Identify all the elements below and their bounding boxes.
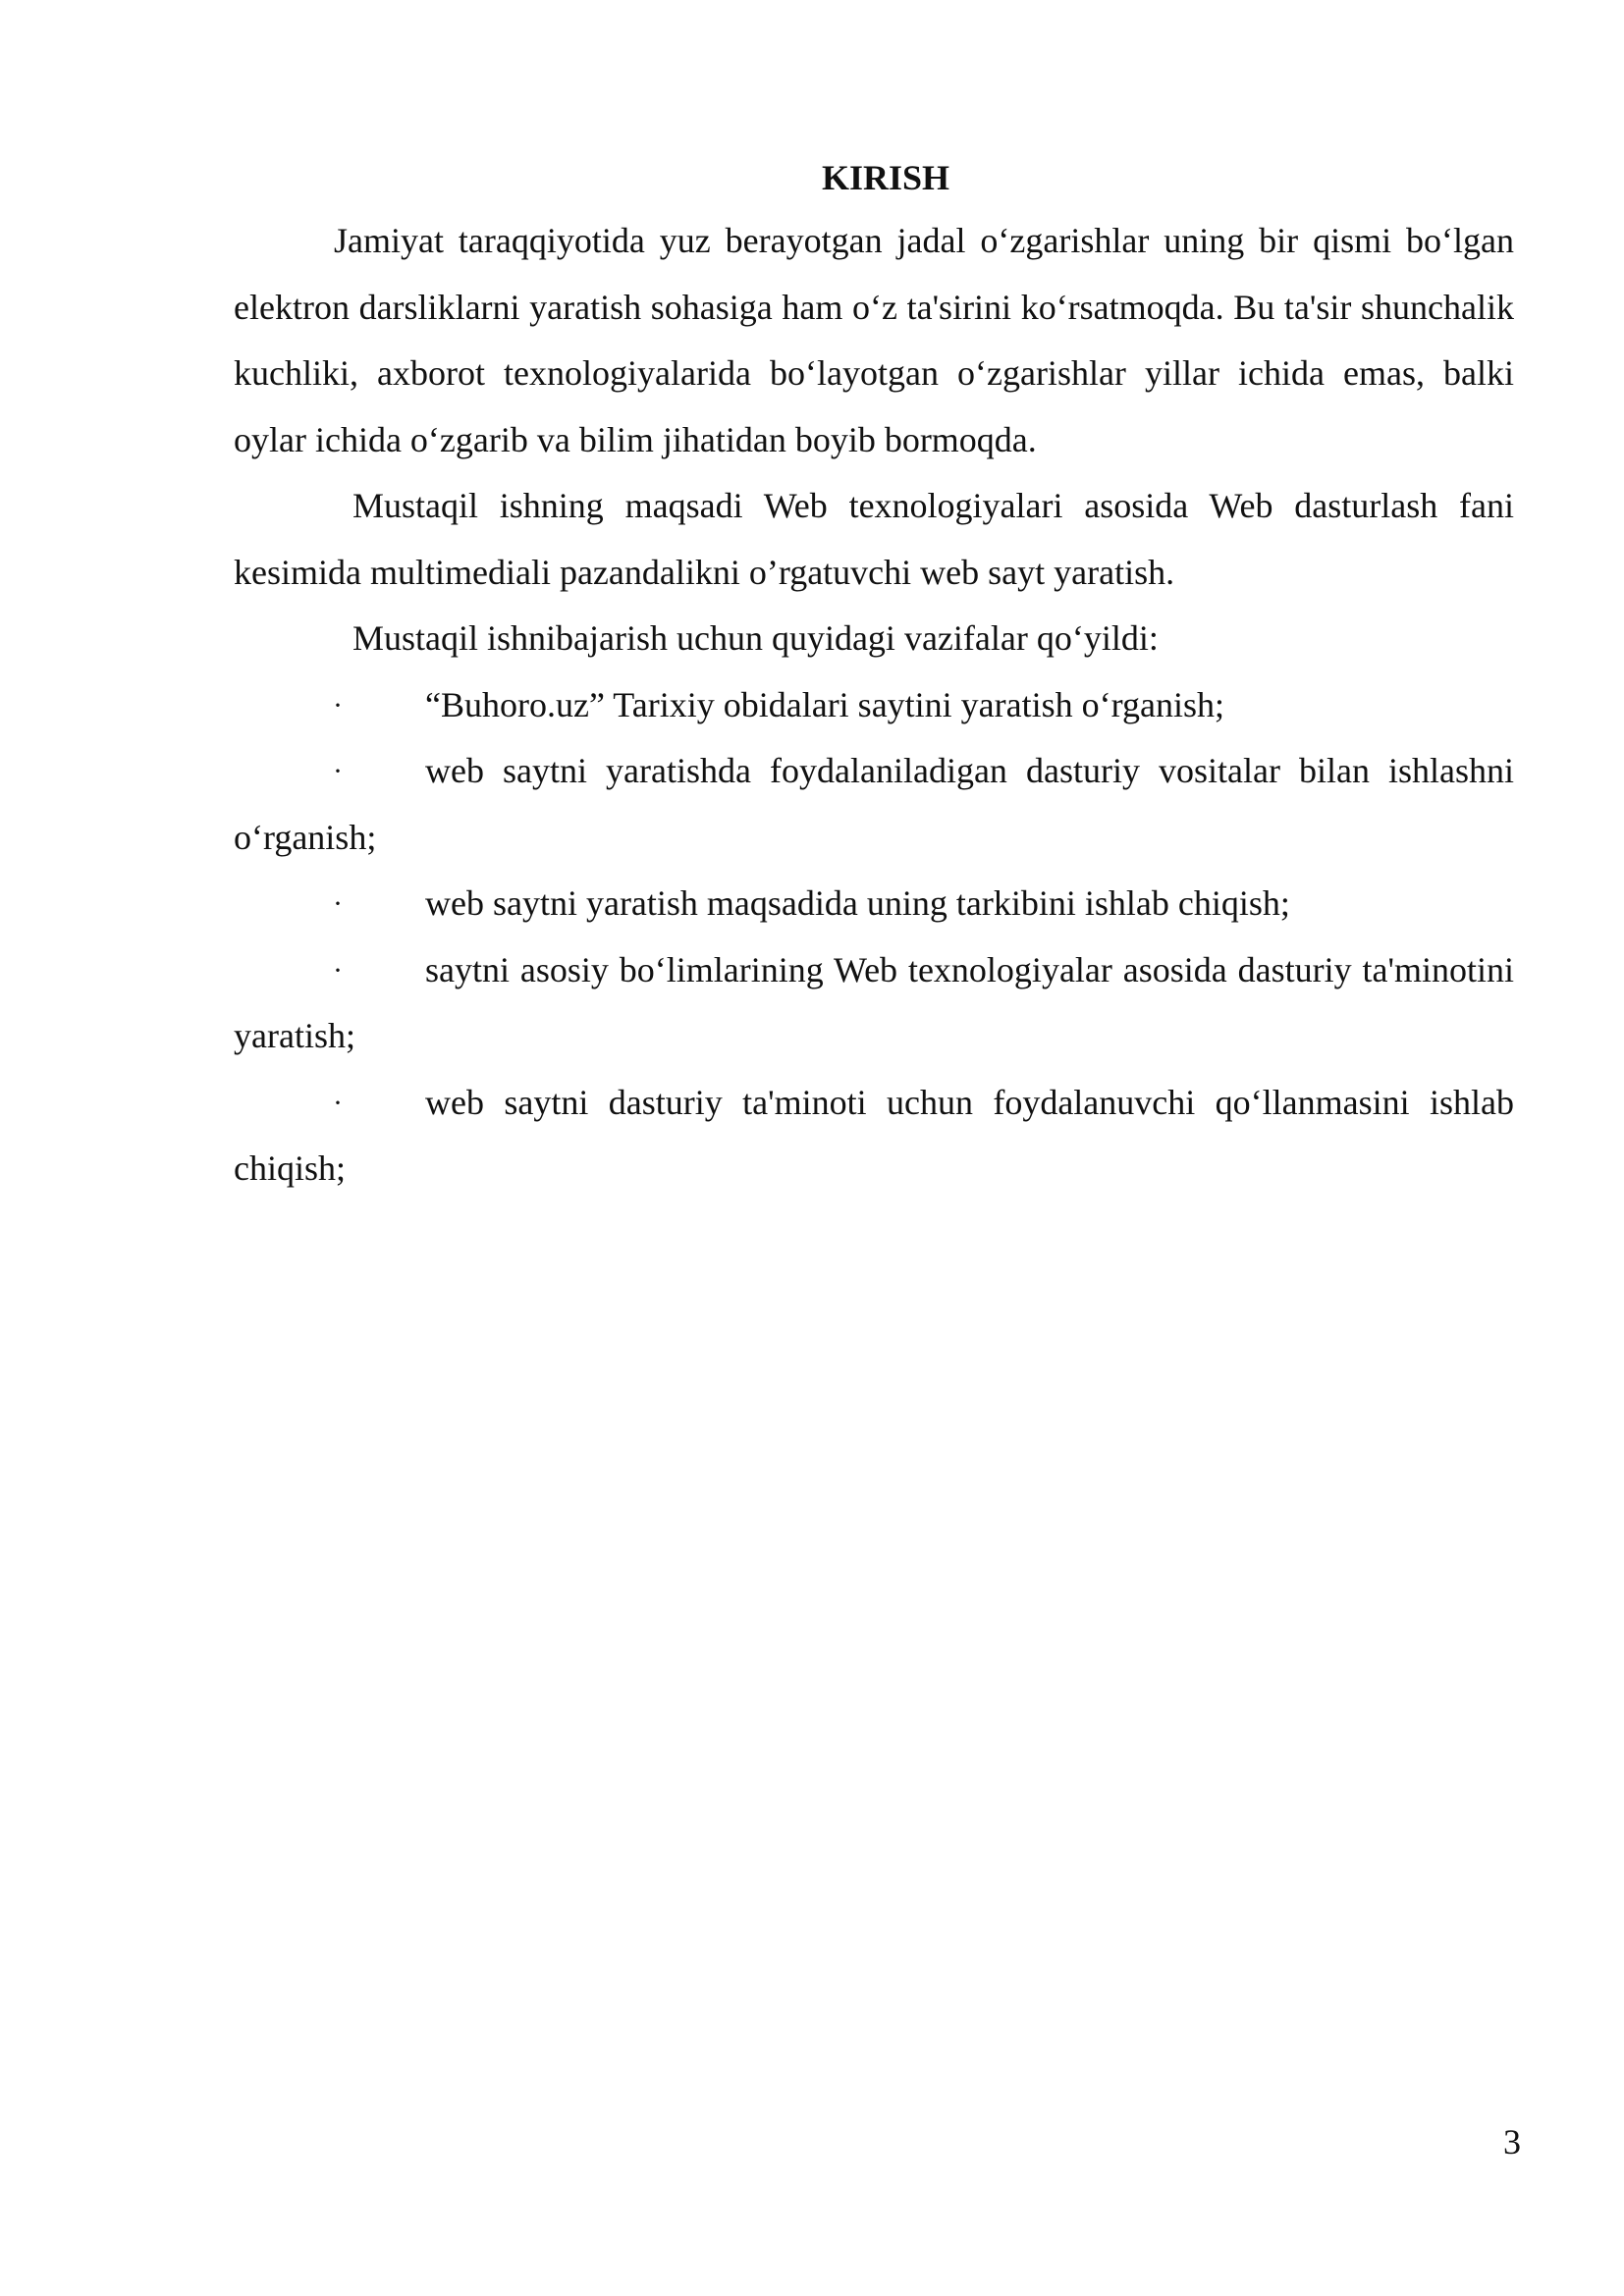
task-list-item <box>234 672 1514 739</box>
intro-paragraph: Jamiyat taraqqiyotida yuz berayotgan jadal o‘zgarishlar uning bir qismi bo‘lgan elektron darsliklarni yaratish sohasiga ham o‘z ta'sirini ko‘rsatmoqda. Bu ta'sir shunchalik kuchliki, axborot texnologiyalarida bo‘layotgan o‘zgarishlar yillar ichida emas, balki oylar ichida o‘zgarib va bilim jihatidan boyib bormoqda. <box>234 221 1514 459</box>
task-list <box>234 672 1514 1202</box>
task-text: saytni asosiy bo‘limlarining Web texnologiyalar asosida dasturiy ta'minotini yaratish; <box>234 949 1514 1055</box>
bullet-icon: · <box>333 688 343 721</box>
task-text: web saytni dasturiy ta'minoti uchun foydalanuvchi qo‘llanmasini ishlab chiqish; <box>234 1082 1514 1188</box>
task-text: web saytni yaratishda foydalaniladigan dasturiy vositalar bilan ishlashni o‘rganish; <box>234 751 1514 857</box>
goal-paragraph: Mustaqil ishning maqsadi Web texnologiyalari asosida Web dasturlash fani kesimida multimediali pazandalikni o’rgatuvchi web sayt yaratish. <box>234 486 1514 592</box>
task-text: “Buhoro.uz” Tarixiy obidalari saytini yaratish o‘rganish; <box>425 684 1224 724</box>
task-text: web saytni yaratish maqsadida uning tarkibini ishlab chiqish; <box>425 883 1290 923</box>
page-content <box>234 147 1514 1202</box>
task-list-item <box>234 937 1514 1070</box>
bullet-icon: · <box>333 1086 343 1119</box>
task-list-item <box>234 1070 1514 1202</box>
tasks-intro-paragraph: Mustaqil ishnibajarish uchun quyidagi vazifalar qo‘yildi: <box>352 618 1159 658</box>
task-list-item <box>234 871 1514 937</box>
page-number: 3 <box>1503 2122 1521 2162</box>
bullet-icon: · <box>333 755 343 787</box>
section-heading: KIRISH <box>821 158 950 197</box>
bullet-icon: · <box>333 953 343 987</box>
bullet-icon: · <box>333 887 343 920</box>
task-list-item <box>234 738 1514 871</box>
